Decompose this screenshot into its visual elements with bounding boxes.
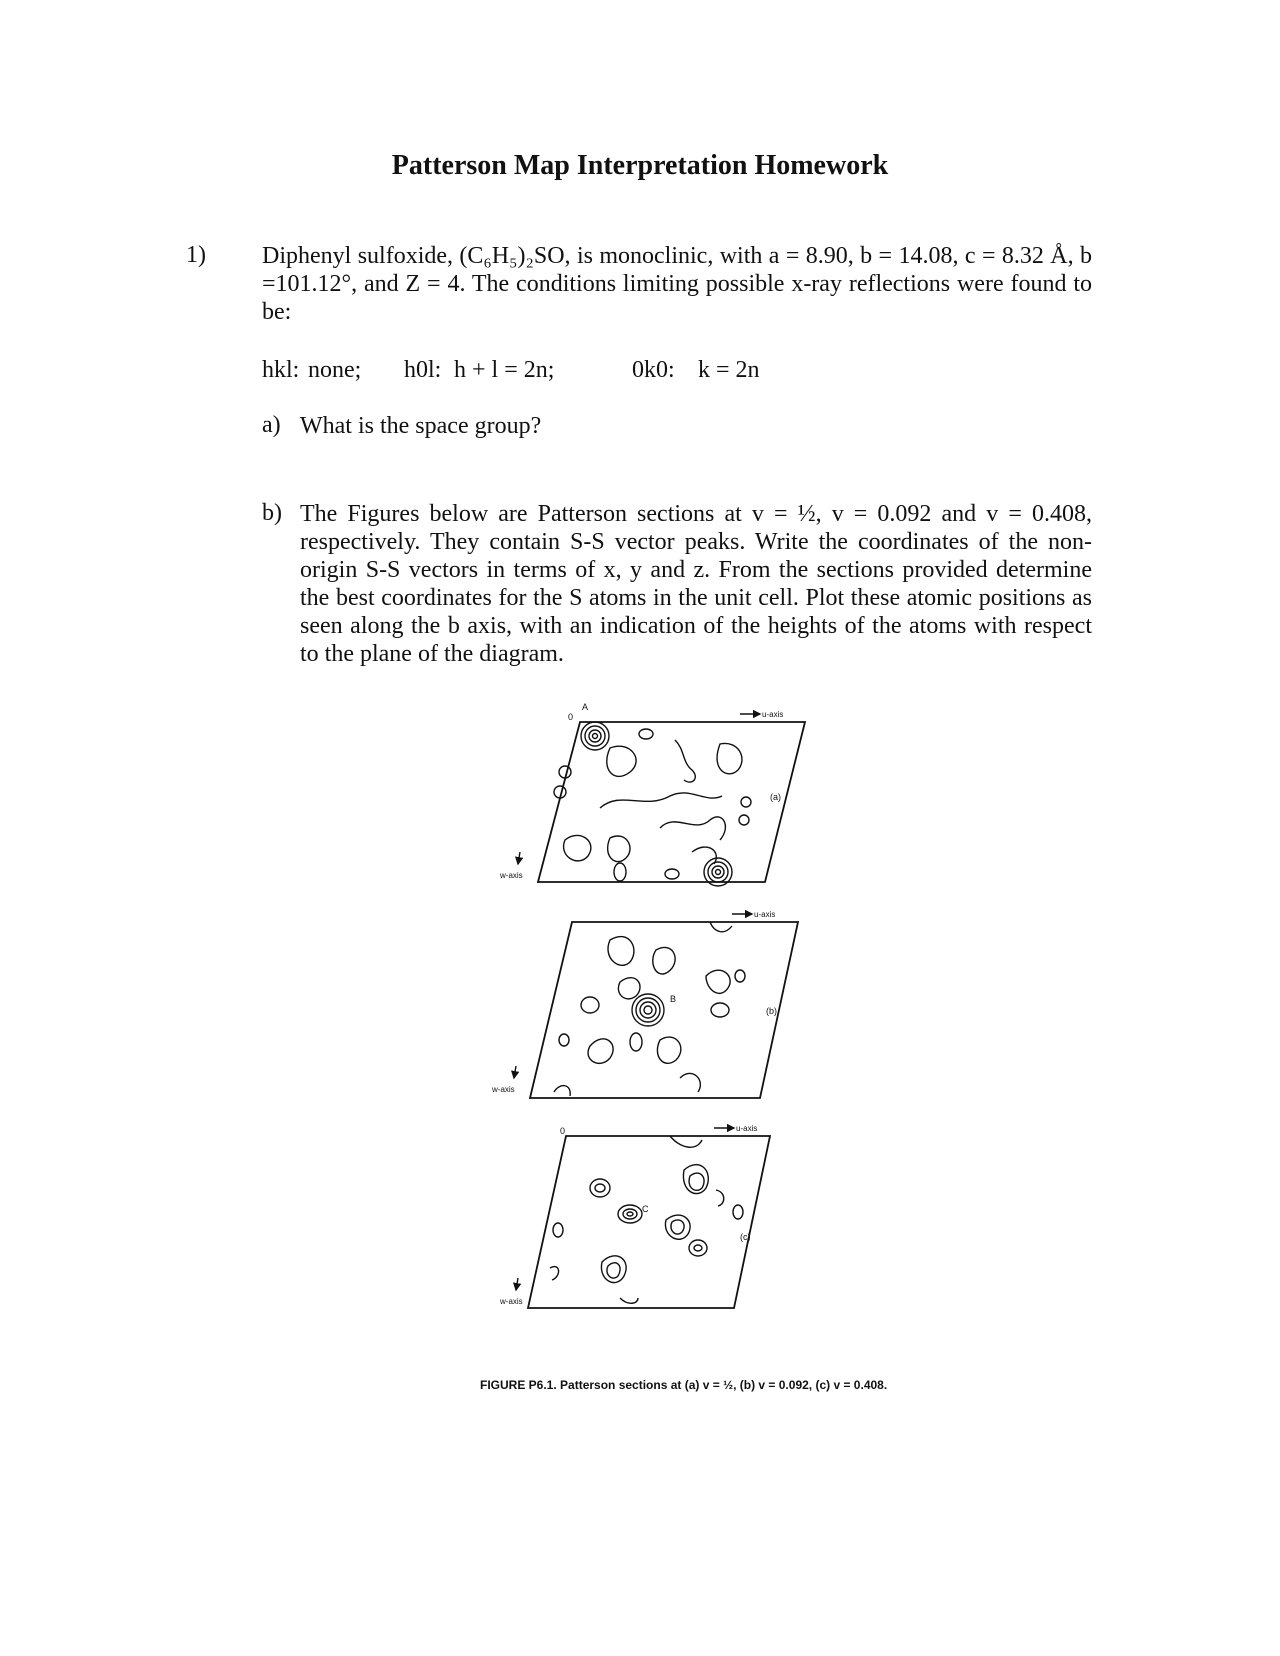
contour-b-12 — [735, 970, 745, 982]
contour-a-6 — [564, 835, 591, 860]
condition-hkl-value: none; — [308, 357, 362, 383]
part-a-text: What is the space group? — [300, 413, 542, 439]
part-a-label: a) — [262, 412, 281, 438]
panel-c — [499, 1124, 770, 1308]
panel-a-panel-label: (a) — [770, 792, 781, 802]
contour-a-7 — [608, 836, 630, 862]
contour-a-12 — [739, 815, 749, 825]
contour-a-5 — [660, 817, 725, 840]
condition-h0l-value: h + l = 2n; — [454, 357, 555, 383]
peak-a2-contour-2 — [708, 862, 728, 882]
page-title: Patterson Map Interpretation Homework — [391, 150, 889, 181]
peak-a-contour-3 — [589, 730, 601, 742]
contour-c-18 — [620, 1298, 638, 1303]
contour-a-8 — [692, 847, 716, 864]
contour-b-4 — [618, 978, 640, 999]
contour-c-10 — [671, 1220, 684, 1234]
panel-a — [499, 702, 805, 886]
contour-b-5 — [588, 1039, 613, 1063]
panel-b-u-axis-label: u-axis — [754, 910, 776, 919]
panel-b-w-arrow — [514, 1066, 516, 1078]
contour-c-5 — [595, 1184, 605, 1192]
panel-c-u-axis-label: u-axis — [736, 1124, 758, 1133]
contour-c-12 — [694, 1245, 702, 1251]
part-b-text: The Figures below are Patterson sections at v = ½, v = 0.092 and v = 0.408, respectively. They contain S-S vector peaks. Write the coordinates of the non-origin S-S vectors in terms of x, y and z. From the sections provided determine the best coordinates for the S atoms in the unit cell. Plot these atomic positions as seen along the b axis, with an indication of the heights of the atoms with respect to the plane of the diagram. — [300, 501, 1092, 667]
panel-c-w-axis-label: w-axis — [500, 1297, 523, 1306]
contour-b-2 — [653, 947, 675, 974]
contour-a-15 — [614, 863, 626, 881]
panel-a-u-axis-label: u-axis — [762, 710, 784, 719]
contour-c-1 — [670, 1136, 702, 1147]
contour-c-11 — [689, 1240, 707, 1256]
contour-b-11 — [711, 1003, 729, 1017]
panel-c-origin-label: 0 — [560, 1126, 566, 1136]
question-number: 1) — [186, 242, 206, 268]
contour-b-7 — [680, 1073, 700, 1092]
panel-a-origin-label: 0 — [568, 712, 574, 722]
panel-a-w-arrow — [518, 852, 520, 864]
contour-c-7 — [623, 1209, 637, 1219]
patterson-figure — [470, 700, 890, 1400]
contour-b-6 — [657, 1037, 680, 1063]
figure-caption: FIGURE P6.1. Patterson sections at (a) v = ½, (b) v = 0.092, (c) v = 0.408. — [480, 1378, 888, 1392]
contour-c-3 — [689, 1173, 704, 1190]
contour-c-17 — [550, 1267, 559, 1280]
peak-b-contour-4 — [644, 1006, 652, 1014]
contour-a-1 — [607, 746, 636, 776]
contour-a-2 — [675, 740, 695, 782]
panel-c-w-arrow — [516, 1278, 518, 1290]
contour-c-14 — [607, 1263, 620, 1278]
panel-c-peak-label: C — [642, 1204, 649, 1214]
condition-0k0-label: 0k0: — [632, 357, 675, 383]
contour-b-13 — [559, 1034, 569, 1046]
peak-b-contour-3 — [640, 1002, 656, 1018]
panel-b-panel-label: (b) — [766, 1006, 777, 1016]
part-b-label: b) — [262, 500, 282, 526]
contour-b-3 — [706, 970, 730, 993]
peak-a-contour-2 — [585, 726, 605, 746]
contour-c-19 — [716, 1190, 724, 1206]
contour-c-9 — [665, 1215, 690, 1239]
panel-a-peak-label: A — [582, 702, 589, 712]
peak-a-contour-4 — [593, 734, 598, 739]
condition-h0l-label: h0l: — [404, 357, 442, 383]
contour-c-6 — [618, 1205, 642, 1223]
contour-c-4 — [590, 1179, 610, 1197]
peak-b-contour-1 — [632, 994, 664, 1026]
contour-c-8 — [627, 1212, 633, 1216]
contour-b-8 — [554, 1086, 570, 1096]
contour-b-1 — [608, 937, 634, 966]
panel-a-w-axis-label: w-axis — [500, 871, 523, 880]
contour-a-4 — [600, 793, 722, 808]
panel-b-w-axis-label: w-axis — [492, 1085, 515, 1094]
condition-0k0-value: k = 2n — [698, 357, 760, 383]
peak-a2-contour-4 — [716, 870, 721, 875]
contour-b-9 — [710, 922, 732, 932]
contour-c-15 — [553, 1223, 563, 1237]
panel-b — [491, 910, 798, 1098]
contour-a-14 — [665, 869, 679, 879]
contour-a-13 — [639, 729, 653, 739]
panel-b-peak-label: B — [670, 994, 677, 1004]
condition-hkl-label: hkl: — [262, 357, 300, 383]
panel-c-panel-label: (c) — [740, 1232, 751, 1242]
panel-c-frame — [528, 1136, 770, 1308]
panel-a-frame — [538, 722, 805, 882]
peak-a2-contour-3 — [712, 866, 724, 878]
question-intro: Diphenyl sulfoxide, (C₆H₅)₂SO, is monoclinic, with a = 8.90, b = 14.08, c = 8.32 Å, b =101.12°, and Z = 4. The conditions limiting possible x-ray reflections were found to be: — [262, 243, 1092, 325]
contour-b-10 — [581, 997, 599, 1013]
contour-a-3 — [717, 743, 742, 773]
contour-b-14 — [630, 1033, 642, 1051]
contour-c-16 — [733, 1205, 743, 1219]
contour-a-11 — [741, 797, 751, 807]
